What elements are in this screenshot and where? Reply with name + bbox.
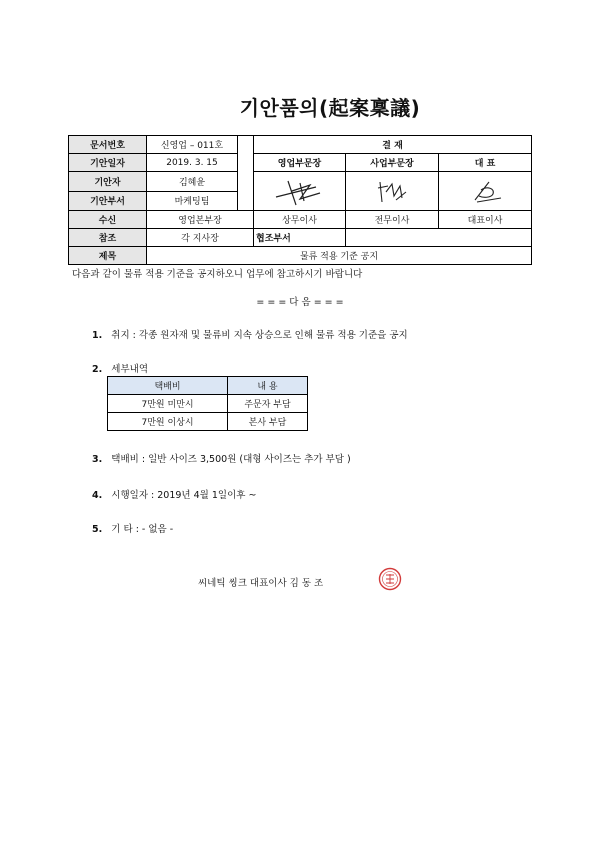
approver-title-2: 전무이사	[346, 211, 439, 229]
form-row-date	[69, 154, 532, 172]
form-row-doc-no	[69, 136, 532, 154]
signature-business	[346, 172, 439, 211]
item-4-text: 시행일자 : 2019년 4월 1일이후 ~	[111, 490, 257, 501]
signature-sales	[254, 172, 346, 211]
approver-header-business: 사업부문장	[346, 154, 439, 172]
date-label: 기안일자	[69, 154, 147, 172]
item-5-number: 5.	[92, 524, 103, 535]
cooperation-label: 협조부서	[254, 229, 346, 247]
item-4-number: 4.	[92, 490, 103, 501]
item-3	[92, 451, 351, 465]
item-5	[92, 521, 173, 535]
page-title: 기안품의(起案稟議)	[239, 96, 421, 120]
item-2	[92, 361, 148, 375]
item-2-text: 세부내역	[111, 364, 149, 375]
subject-label: 제목	[69, 247, 147, 265]
reference-label: 참조	[69, 229, 147, 247]
approver-title-3: 대표이사	[439, 211, 532, 229]
details-table	[107, 376, 308, 431]
reference-value: 각 지사장	[147, 229, 254, 247]
item-3-number: 3.	[92, 454, 103, 465]
doc-no-value: 신영업 – 011호	[147, 136, 238, 154]
approver-header-ceo: 대 표	[439, 154, 532, 172]
cooperation-value	[346, 229, 532, 247]
item-3-text: 택배비 : 일반 사이즈 3,500원 (대형 사이즈는 추가 부담 )	[111, 454, 351, 465]
doc-no-label: 문서번호	[69, 136, 147, 154]
item-4	[92, 487, 256, 501]
item-2-number: 2.	[92, 364, 103, 375]
approval-header: 결 재	[254, 136, 532, 154]
signature-ceo-image	[465, 176, 505, 206]
item-5-text: 기 타 : - 없음 -	[111, 524, 174, 535]
details-cell: 주문자 부담	[228, 395, 308, 413]
item-1-number: 1.	[92, 330, 103, 341]
details-header-row	[108, 377, 308, 395]
signature-business-image	[372, 176, 412, 206]
form-row-recipient	[69, 211, 532, 229]
form-row-reference	[69, 229, 532, 247]
notice-heading: = = = 다 음 = = =	[256, 297, 344, 308]
recipient-label: 수신	[69, 211, 147, 229]
drafter-value: 김혜윤	[147, 172, 238, 192]
details-cell: 7만원 미만시	[108, 395, 228, 413]
signature-sales-image	[270, 175, 330, 207]
details-header-fee: 택배비	[108, 377, 228, 395]
recipient-value: 영업본부장	[147, 211, 254, 229]
intro-text: 다음과 같이 물류 적용 기준을 공지하오니 업무에 참고하시기 바랍니다	[72, 269, 363, 280]
signature-ceo	[439, 172, 532, 211]
company-seal-icon	[378, 567, 402, 591]
dept-label: 기안부서	[69, 191, 147, 211]
signoff-text: 씨네틱 씽크 대표이사 김 동 조	[198, 578, 324, 589]
dept-value: 마케팅팀	[147, 191, 238, 211]
form-row-subject	[69, 247, 532, 265]
form-row-drafter	[69, 172, 532, 192]
drafter-label: 기안자	[69, 172, 147, 192]
subject-value: 물류 적용 기준 공지	[147, 247, 532, 265]
approval-form-table	[68, 135, 532, 265]
details-cell: 7만원 이상시	[108, 413, 228, 431]
approver-header-sales: 영업부문장	[254, 154, 346, 172]
item-1-text: 취지 : 각종 원자재 및 물류비 지속 상승으로 인해 물류 적용 기준을 공지	[111, 330, 408, 341]
date-value: 2019. 3. 15	[147, 154, 238, 172]
details-cell: 본사 부담	[228, 413, 308, 431]
details-header-content: 내 용	[228, 377, 308, 395]
item-1	[92, 327, 408, 341]
approver-title-1: 상무이사	[254, 211, 346, 229]
table-row	[108, 413, 308, 431]
table-row	[108, 395, 308, 413]
spacer-cell	[238, 136, 254, 211]
